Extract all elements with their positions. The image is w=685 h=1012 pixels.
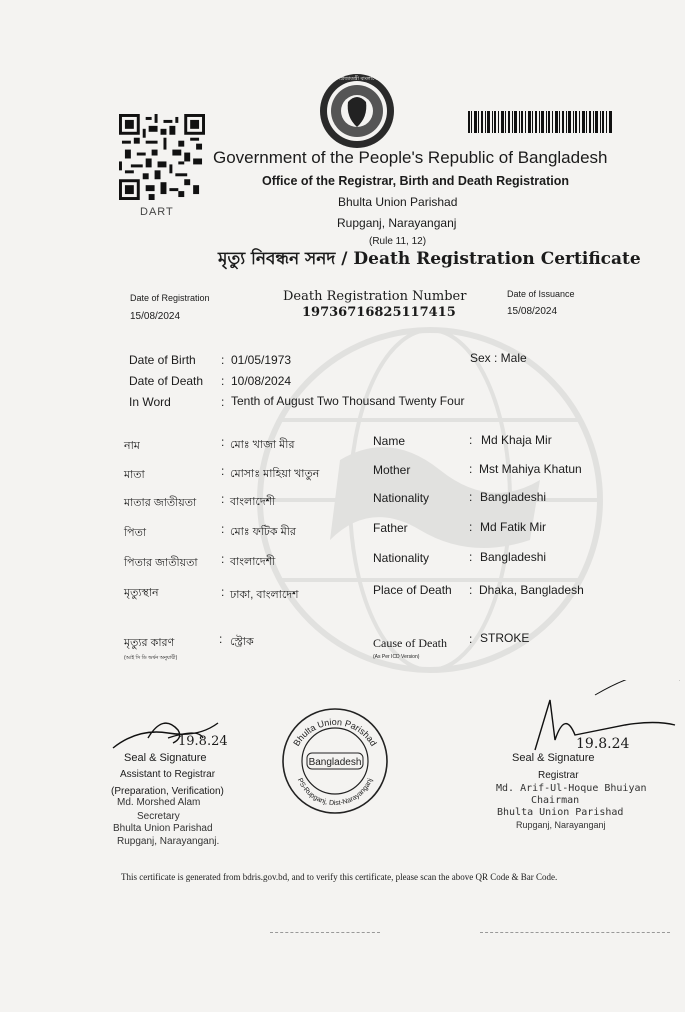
bn-name-label: নাম [124, 440, 140, 452]
left-signatory-role-detail: (Preparation, Verification) [111, 786, 224, 797]
mother-nationality-value: Bangladeshi [480, 490, 547, 504]
colon: : [469, 490, 473, 504]
left-signature-date: 19.8.24 [178, 734, 228, 749]
left-stamp-union: Bhulta Union Parishad [113, 823, 213, 834]
scan-artifact-line [270, 932, 380, 933]
bn-father-label: পিতা [124, 527, 147, 539]
dod-label: Date of Death [129, 374, 204, 388]
father-value: Md Fatik Mir [480, 520, 546, 534]
location-heading: Rupganj, Narayanganj [337, 216, 457, 230]
colon: : [469, 520, 473, 534]
inword-label: In Word [129, 395, 171, 409]
svg-text:গণপ্রজাতন্ত্রী বাংলাদেশ: গণপ্রজাতন্ত্রী বাংলাদেশ [334, 76, 380, 82]
bn-father-nationality-label: পিতার জাতীয়তা [124, 557, 198, 569]
father-label: Father [373, 521, 408, 535]
colon: : [219, 632, 223, 646]
bn-mother-label: মাতা [124, 469, 145, 481]
registration-number-value: 19736716825117415 [302, 305, 456, 320]
date-of-registration-value: 15/08/2024 [130, 311, 181, 322]
colon: : [469, 462, 473, 476]
colon: : [221, 585, 225, 599]
bn-cause-value: স্ট্রোক [230, 636, 254, 648]
father-nationality-label: Nationality [373, 551, 430, 565]
sex-value: Sex : Male [470, 351, 527, 365]
seal-bottom-text: PS-Rupganj, Dist-Narayanganj [295, 777, 375, 808]
verification-note: This certificate is generated from bdris.gov.bd, and to verify this certificate, please scan the above QR Code & Bar Code. [121, 872, 558, 882]
left-stamp-post: Secretary [137, 811, 180, 822]
rule-heading: (Rule 11, 12) [369, 236, 427, 247]
place-of-death-value: Dhaka, Bangladesh [479, 583, 584, 597]
colon: : [469, 433, 473, 447]
dod-value: 10/08/2024 [231, 374, 292, 388]
right-stamp-location: Rupganj, Narayanganj [516, 820, 606, 830]
bn-place-label: মৃত্যুস্থান [124, 587, 159, 599]
government-heading: Government of the People's Republic of Bangladesh [213, 148, 608, 167]
date-of-issuance-label: Date of Issuance [507, 289, 575, 299]
date-of-issuance-value: 15/08/2024 [507, 306, 558, 317]
cause-of-death-value: STROKE [480, 631, 530, 645]
bn-name-value: মোঃ খাজা মীর [230, 439, 295, 451]
inword-value: Tenth of August Two Thousand Twenty Four [231, 394, 465, 408]
office-heading: Office of the Registrar, Birth and Death Registration [262, 174, 569, 188]
globe-watermark [250, 310, 610, 690]
colon: : [221, 464, 225, 478]
government-emblem [318, 72, 396, 150]
seal-outer-text: Bhulta Union Parishad [291, 716, 379, 748]
date-of-registration-label: Date of Registration [130, 293, 210, 303]
name-label: Name [373, 434, 406, 448]
right-stamp-union: Bhulta Union Parishad [497, 807, 624, 818]
colon: : [221, 374, 225, 388]
certificate-title: মৃত্যু নিবন্ধন সনদ / Death Registration Certificate [218, 249, 641, 269]
registration-number-label: Death Registration Number [283, 289, 467, 304]
colon: : [221, 492, 225, 506]
colon: : [221, 353, 225, 367]
left-stamp-name: Md. Morshed Alam [117, 797, 201, 808]
colon: : [469, 632, 473, 646]
father-nationality-value: Bangladeshi [480, 550, 547, 564]
cause-of-death-label: Cause of Death [373, 636, 447, 650]
right-stamp-name: Md. Arif-Ul-Hoque Bhuiyan [496, 783, 647, 794]
dob-label: Date of Birth [129, 353, 196, 367]
cause-of-death-note: (As Per ICD Version) [373, 654, 420, 660]
union-parishad-seal [279, 705, 391, 817]
bn-father-value: মোঃ ফটিক মীর [230, 526, 296, 538]
colon: : [221, 552, 225, 566]
right-seal-signature-title: Seal & Signature [512, 752, 595, 764]
colon: : [221, 522, 225, 536]
union-heading: Bhulta Union Parishad [338, 195, 458, 209]
qr-code [119, 114, 205, 200]
svg-text:Bhulta Union Parishad [291, 717, 378, 748]
right-signatory-role: Registrar [538, 770, 579, 781]
colon: : [221, 435, 225, 449]
right-signature-date: 19.8.24 [576, 736, 630, 752]
mother-value: Mst Mahiya Khatun [479, 462, 582, 476]
colon: : [469, 583, 473, 597]
barcode [468, 111, 614, 133]
dob-value: 01/05/1973 [231, 353, 292, 367]
colon: : [221, 395, 225, 409]
seal-inner-text: Bangladesh [308, 757, 362, 768]
svg-text:PS-Rupganj, Dist-Narayanganj [296, 777, 375, 807]
bn-mother-value: মোসাঃ মাহিয়া খাতুন [230, 468, 320, 480]
left-handwritten-signature [108, 708, 228, 758]
left-seal-signature-title: Seal & Signature [124, 752, 207, 764]
left-signatory-role: Assistant to Registrar [120, 769, 216, 780]
scan-artifact-line [480, 932, 670, 933]
bn-father-nationality-value: বাংলাদেশী [230, 556, 276, 568]
name-value: Md Khaja Mir [481, 433, 552, 447]
mother-nationality-label: Nationality [373, 491, 430, 505]
bn-place-value: ঢাকা, বাংলাদেশ [230, 589, 299, 601]
place-of-death-label: Place of Death [373, 583, 452, 597]
right-stamp-post: Chairman [531, 795, 580, 806]
bn-cause-label: মৃত্যুর কারণ [124, 637, 175, 649]
bn-cause-note: (আই সি ডি অর্ষন অনুযায়ী) [124, 655, 178, 661]
mother-label: Mother [373, 463, 411, 477]
qr-caption: DART [140, 206, 174, 218]
bn-mother-nationality-label: মাতার জাতীয়তা [124, 497, 197, 509]
bn-mother-nationality-value: বাংলাদেশী [230, 496, 276, 508]
colon: : [469, 550, 473, 564]
left-stamp-location: Rupganj, Narayanganj. [117, 836, 220, 847]
